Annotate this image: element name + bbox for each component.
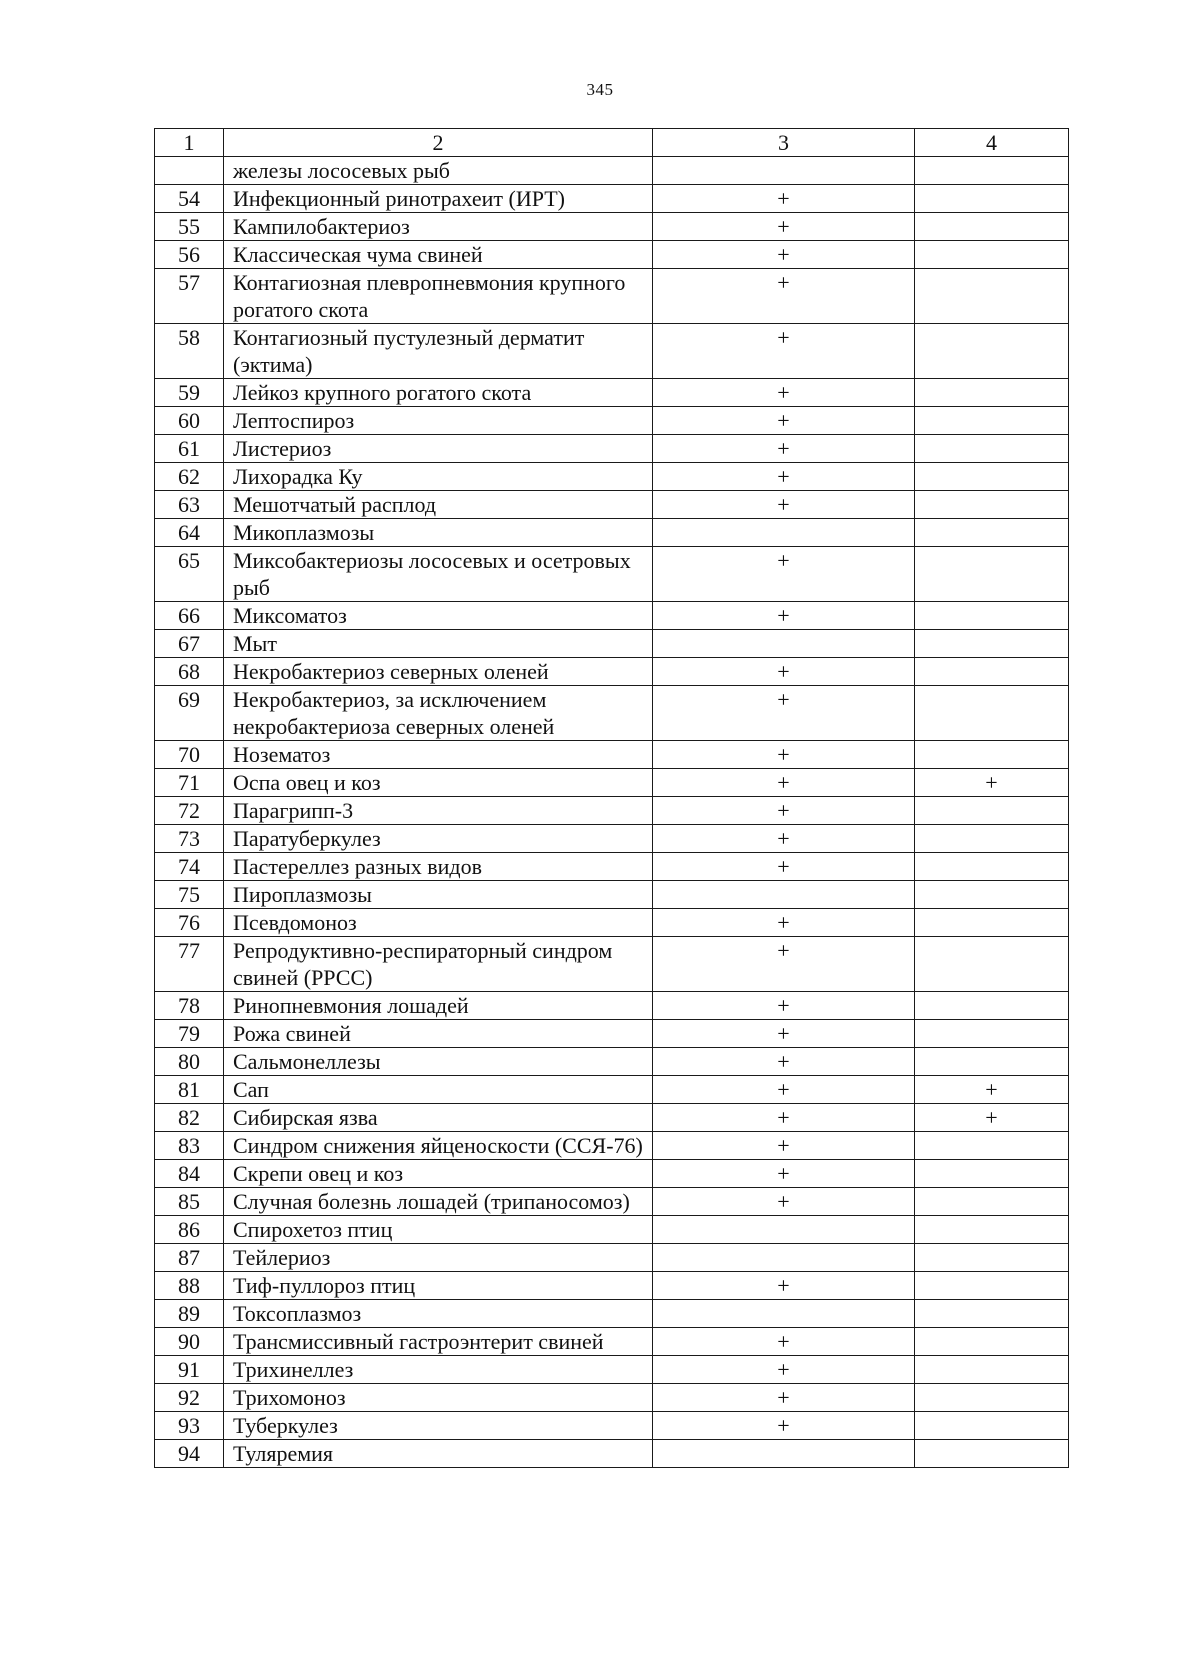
row-number-cell: 76	[155, 909, 224, 937]
row-number-cell: 65	[155, 547, 224, 602]
table-row	[155, 1244, 1069, 1272]
row-number-cell: 63	[155, 491, 224, 519]
column-4-mark-cell	[915, 1384, 1069, 1412]
column-3-mark-cell: +	[653, 1384, 915, 1412]
row-number-cell: 60	[155, 407, 224, 435]
column-3-mark-cell: +	[653, 324, 915, 379]
table-row	[155, 602, 1069, 630]
table-row	[155, 463, 1069, 491]
table-row	[155, 797, 1069, 825]
row-number-cell: 75	[155, 881, 224, 909]
row-number-cell: 83	[155, 1132, 224, 1160]
column-4-mark-cell	[915, 1412, 1069, 1440]
row-number-cell: 56	[155, 241, 224, 269]
table-row	[155, 435, 1069, 463]
column-3-mark-cell: +	[653, 435, 915, 463]
table-row	[155, 1132, 1069, 1160]
disease-name-cell: Трансмиссивный гастроэнтерит свиней	[224, 1328, 653, 1356]
row-number-cell: 69	[155, 686, 224, 741]
disease-name-cell: Кампилобактериоз	[224, 213, 653, 241]
disease-name-cell: Спирохетоз птиц	[224, 1216, 653, 1244]
column-3-mark-cell	[653, 157, 915, 185]
row-number-cell: 73	[155, 825, 224, 853]
table-row	[155, 379, 1069, 407]
column-4-mark-cell	[915, 1132, 1069, 1160]
disease-name-cell: Листериоз	[224, 435, 653, 463]
disease-table	[154, 128, 1069, 1468]
table-row	[155, 1356, 1069, 1384]
disease-name-cell: Лихорадка Ку	[224, 463, 653, 491]
disease-name-cell: Контагиозный пустулезный дерматит (эктима)	[224, 324, 653, 379]
disease-name-cell: железы лососевых рыб	[224, 157, 653, 185]
table-row	[155, 741, 1069, 769]
row-number-cell: 66	[155, 602, 224, 630]
table-row	[155, 1104, 1069, 1132]
disease-name-cell: Трихинеллез	[224, 1356, 653, 1384]
table-row	[155, 185, 1069, 213]
disease-name-cell: Токсоплазмоз	[224, 1300, 653, 1328]
column-4-mark-cell	[915, 1440, 1069, 1468]
disease-name-cell: Миксоматоз	[224, 602, 653, 630]
disease-name-cell: Псевдомоноз	[224, 909, 653, 937]
row-number-cell: 57	[155, 269, 224, 324]
column-4-mark-cell	[915, 185, 1069, 213]
row-number-cell: 55	[155, 213, 224, 241]
column-3-mark-cell: +	[653, 769, 915, 797]
disease-name-cell: Туляремия	[224, 1440, 653, 1468]
column-4-mark-cell	[915, 741, 1069, 769]
table-row	[155, 769, 1069, 797]
disease-name-cell: Рожа свиней	[224, 1020, 653, 1048]
disease-name-cell: Пироплазмозы	[224, 881, 653, 909]
column-3-mark-cell: +	[653, 1412, 915, 1440]
table-row	[155, 825, 1069, 853]
column-3-mark-cell: +	[653, 407, 915, 435]
row-number-cell: 82	[155, 1104, 224, 1132]
column-4-mark-cell	[915, 825, 1069, 853]
row-number-cell: 80	[155, 1048, 224, 1076]
table-row	[155, 686, 1069, 741]
row-number-cell: 93	[155, 1412, 224, 1440]
table-row	[155, 1384, 1069, 1412]
column-4-mark-cell	[915, 909, 1069, 937]
disease-name-cell: Скрепи овец и коз	[224, 1160, 653, 1188]
column-3-mark-cell: +	[653, 602, 915, 630]
column-3-mark-cell	[653, 1216, 915, 1244]
column-3-mark-cell: +	[653, 937, 915, 992]
disease-name-cell: Некробактериоз, за исключением некробактериоза северных оленей	[224, 686, 653, 741]
table-row	[155, 658, 1069, 686]
disease-name-cell: Микоплазмозы	[224, 519, 653, 547]
table-row	[155, 1272, 1069, 1300]
table-row	[155, 1412, 1069, 1440]
column-3-mark-cell	[653, 1440, 915, 1468]
row-number-cell: 89	[155, 1300, 224, 1328]
column-3-mark-cell: +	[653, 1272, 915, 1300]
column-4-mark-cell	[915, 1188, 1069, 1216]
column-4-mark-cell	[915, 686, 1069, 741]
table-row	[155, 1300, 1069, 1328]
row-number-cell: 85	[155, 1188, 224, 1216]
column-4-mark-cell	[915, 602, 1069, 630]
column-4-mark-cell	[915, 324, 1069, 379]
row-number-cell: 90	[155, 1328, 224, 1356]
column-4-mark-cell: +	[915, 1104, 1069, 1132]
table-row	[155, 157, 1069, 185]
table-row	[155, 1440, 1069, 1468]
column-3-mark-cell: +	[653, 269, 915, 324]
column-3-mark-cell	[653, 1300, 915, 1328]
disease-name-cell: Сап	[224, 1076, 653, 1104]
disease-name-cell: Синдром снижения яйценоскости (ССЯ-76)	[224, 1132, 653, 1160]
column-3-mark-cell: +	[653, 1160, 915, 1188]
table-row	[155, 992, 1069, 1020]
column-4-mark-cell	[915, 157, 1069, 185]
disease-name-cell: Репродуктивно-респираторный синдром свиней (РРСС)	[224, 937, 653, 992]
column-3-mark-cell: +	[653, 992, 915, 1020]
column-3-mark-cell: +	[653, 241, 915, 269]
row-number-cell: 79	[155, 1020, 224, 1048]
disease-name-cell: Оспа овец и коз	[224, 769, 653, 797]
column-3-mark-cell: +	[653, 686, 915, 741]
disease-name-cell: Сальмонеллезы	[224, 1048, 653, 1076]
column-4-mark-cell	[915, 1272, 1069, 1300]
column-4-mark-cell	[915, 853, 1069, 881]
column-3-mark-cell: +	[653, 797, 915, 825]
table-row	[155, 407, 1069, 435]
table-row	[155, 241, 1069, 269]
column-3-mark-cell: +	[653, 1048, 915, 1076]
column-4-mark-cell	[915, 1160, 1069, 1188]
row-number-cell: 74	[155, 853, 224, 881]
column-4-mark-cell	[915, 1020, 1069, 1048]
row-number-cell: 58	[155, 324, 224, 379]
page-number: 345	[586, 80, 614, 99]
column-3-mark-cell: +	[653, 379, 915, 407]
disease-name-cell: Случная болезнь лошадей (трипаносомоз)	[224, 1188, 653, 1216]
column-4-mark-cell: +	[915, 769, 1069, 797]
column-3-mark-cell: +	[653, 1076, 915, 1104]
row-number-cell: 68	[155, 658, 224, 686]
column-4-mark-cell	[915, 213, 1069, 241]
table-header-row	[155, 129, 1069, 157]
column-3-mark-cell: +	[653, 1020, 915, 1048]
column-3-mark-cell	[653, 630, 915, 658]
column-4-mark-cell	[915, 1048, 1069, 1076]
column-4-mark-cell	[915, 658, 1069, 686]
column-4-mark-cell	[915, 937, 1069, 992]
table-row	[155, 1020, 1069, 1048]
column-3-mark-cell: +	[653, 185, 915, 213]
row-number-cell: 67	[155, 630, 224, 658]
column-4-mark-cell	[915, 992, 1069, 1020]
row-number-cell: 59	[155, 379, 224, 407]
table-row	[155, 937, 1069, 992]
column-4-mark-cell	[915, 630, 1069, 658]
table-row	[155, 1216, 1069, 1244]
column-4-mark-cell	[915, 269, 1069, 324]
column-3-mark-cell: +	[653, 463, 915, 491]
disease-name-cell: Классическая чума свиней	[224, 241, 653, 269]
column-3-mark-cell: +	[653, 491, 915, 519]
column-3-mark-cell: +	[653, 1188, 915, 1216]
column-3-mark-cell: +	[653, 1104, 915, 1132]
column-3-mark-cell	[653, 881, 915, 909]
table-row	[155, 853, 1069, 881]
column-4-mark-cell	[915, 1216, 1069, 1244]
disease-name-cell: Ринопневмония лошадей	[224, 992, 653, 1020]
table-row	[155, 1188, 1069, 1216]
table-row	[155, 1160, 1069, 1188]
column-3-mark-cell: +	[653, 547, 915, 602]
table-row	[155, 491, 1069, 519]
disease-name-cell: Пастереллез разных видов	[224, 853, 653, 881]
column-4-mark-cell: +	[915, 1076, 1069, 1104]
disease-name-cell: Тейлериоз	[224, 1244, 653, 1272]
row-number-cell: 81	[155, 1076, 224, 1104]
column-4-mark-cell	[915, 379, 1069, 407]
row-number-cell: 87	[155, 1244, 224, 1272]
row-number-cell: 71	[155, 769, 224, 797]
header-cell-4: 4	[915, 129, 1069, 157]
column-3-mark-cell: +	[653, 1328, 915, 1356]
column-4-mark-cell	[915, 1244, 1069, 1272]
disease-name-cell: Контагиозная плевропневмония крупного рогатого скота	[224, 269, 653, 324]
table-row	[155, 1076, 1069, 1104]
row-number-cell: 88	[155, 1272, 224, 1300]
row-number-cell: 72	[155, 797, 224, 825]
disease-name-cell: Лейкоз крупного рогатого скота	[224, 379, 653, 407]
disease-name-cell: Туберкулез	[224, 1412, 653, 1440]
row-number-cell: 61	[155, 435, 224, 463]
column-3-mark-cell: +	[653, 1132, 915, 1160]
disease-name-cell: Инфекционный ринотрахеит (ИРТ)	[224, 185, 653, 213]
row-number-cell: 92	[155, 1384, 224, 1412]
column-4-mark-cell	[915, 881, 1069, 909]
header-cell-1: 1	[155, 129, 224, 157]
disease-name-cell: Лептоспироз	[224, 407, 653, 435]
column-4-mark-cell	[915, 1300, 1069, 1328]
column-4-mark-cell	[915, 1328, 1069, 1356]
column-4-mark-cell	[915, 547, 1069, 602]
column-3-mark-cell: +	[653, 213, 915, 241]
disease-table-container	[154, 128, 1068, 1468]
table-row	[155, 881, 1069, 909]
column-4-mark-cell	[915, 435, 1069, 463]
header-cell-2: 2	[224, 129, 653, 157]
row-number-cell: 91	[155, 1356, 224, 1384]
row-number-cell: 54	[155, 185, 224, 213]
column-4-mark-cell	[915, 491, 1069, 519]
column-3-mark-cell: +	[653, 741, 915, 769]
table-row	[155, 269, 1069, 324]
disease-name-cell: Трихомоноз	[224, 1384, 653, 1412]
column-3-mark-cell: +	[653, 825, 915, 853]
header-cell-3: 3	[653, 129, 915, 157]
table-row	[155, 1048, 1069, 1076]
column-4-mark-cell	[915, 407, 1069, 435]
column-4-mark-cell	[915, 241, 1069, 269]
disease-name-cell: Некробактериоз северных оленей	[224, 658, 653, 686]
row-number-cell: 64	[155, 519, 224, 547]
disease-name-cell: Паратуберкулез	[224, 825, 653, 853]
row-number-cell: 70	[155, 741, 224, 769]
row-number-cell: 78	[155, 992, 224, 1020]
column-4-mark-cell	[915, 519, 1069, 547]
table-row	[155, 909, 1069, 937]
column-3-mark-cell: +	[653, 853, 915, 881]
row-number-cell	[155, 157, 224, 185]
row-number-cell: 62	[155, 463, 224, 491]
column-3-mark-cell	[653, 1244, 915, 1272]
disease-name-cell: Мыт	[224, 630, 653, 658]
disease-name-cell: Сибирская язва	[224, 1104, 653, 1132]
column-4-mark-cell	[915, 463, 1069, 491]
disease-name-cell: Нозематоз	[224, 741, 653, 769]
table-row	[155, 1328, 1069, 1356]
row-number-cell: 94	[155, 1440, 224, 1468]
disease-name-cell: Парагрипп-3	[224, 797, 653, 825]
table-row	[155, 630, 1069, 658]
table-row	[155, 519, 1069, 547]
row-number-cell: 84	[155, 1160, 224, 1188]
table-row	[155, 547, 1069, 602]
column-3-mark-cell: +	[653, 658, 915, 686]
table-row	[155, 213, 1069, 241]
table-row	[155, 324, 1069, 379]
row-number-cell: 77	[155, 937, 224, 992]
column-3-mark-cell: +	[653, 909, 915, 937]
disease-name-cell: Тиф-пуллороз птиц	[224, 1272, 653, 1300]
row-number-cell: 86	[155, 1216, 224, 1244]
column-3-mark-cell	[653, 519, 915, 547]
disease-name-cell: Мешотчатый расплод	[224, 491, 653, 519]
column-4-mark-cell	[915, 1356, 1069, 1384]
column-3-mark-cell: +	[653, 1356, 915, 1384]
disease-name-cell: Миксобактериозы лососевых и осетровых рыб	[224, 547, 653, 602]
column-4-mark-cell	[915, 797, 1069, 825]
